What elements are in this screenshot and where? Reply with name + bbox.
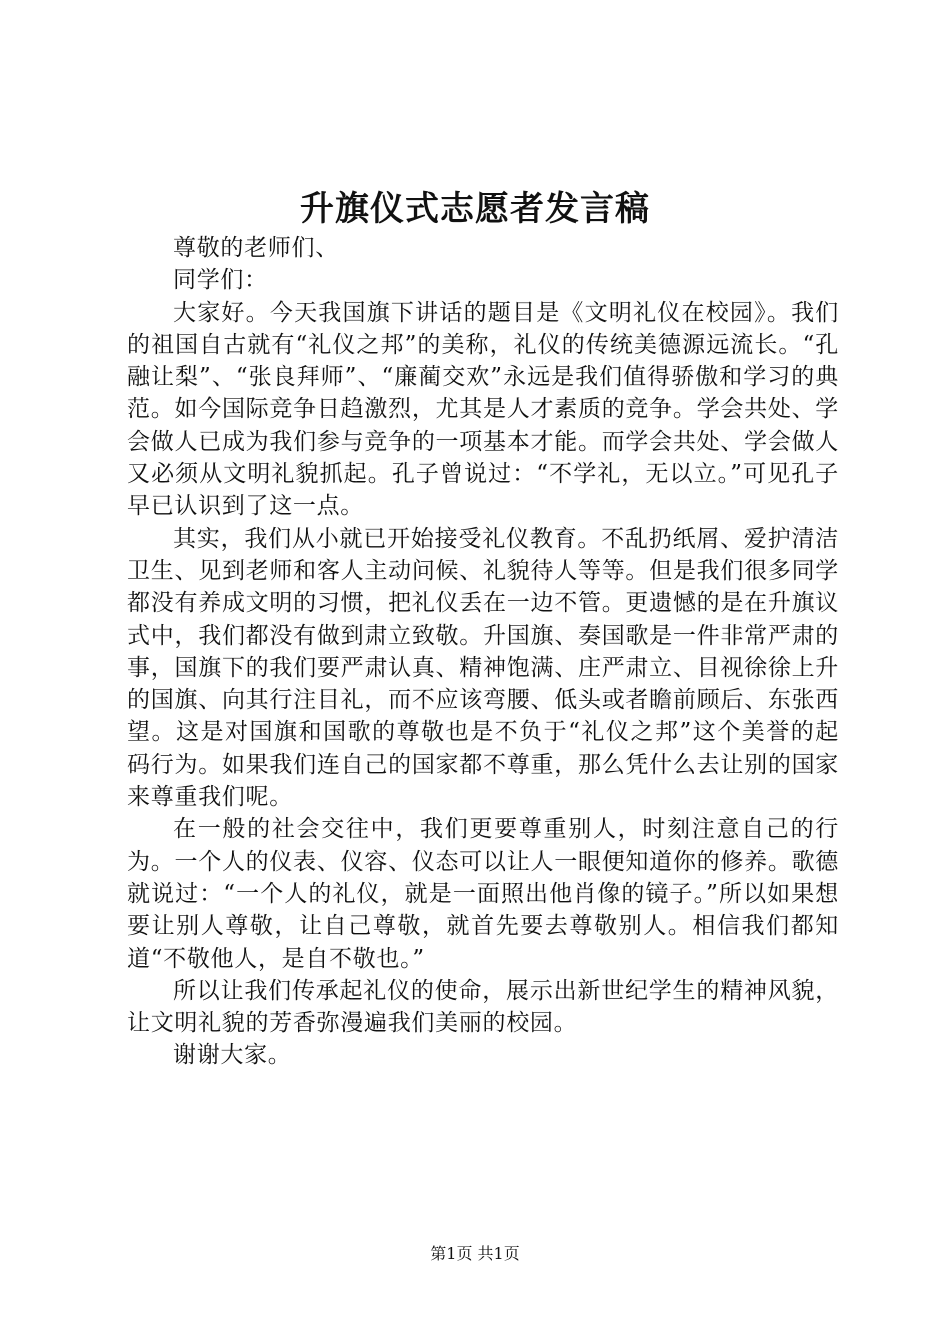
closing-thanks: 谢谢大家。 (173, 1042, 292, 1069)
salutation-students: 同学们： (173, 267, 268, 294)
salutation-teachers: 尊敬的老师们、 (173, 235, 339, 261)
paragraph-flag-ceremony: 其实，我们从小就已开始接受礼仪教育。不乱扔纸屑、爱护清洁卫生、见到老师和客人主动问候、礼貌待人等等。但是我们很多同学都没有养成文明的习惯，把礼仪丢在一边不管。更遗憾的是在升旗议式中，我们都没有做到肃立致敬。升国旗、奏国歌是一件非常严肃的事，国旗下的我们要严肃认真、精神饱满、庄严肃立、目视徐徐上升的国旗、向其行注目礼，而不应该弯腰、低头或者瞻前顾后、东张西望。这是对国旗和国歌的尊敬也是不负于“礼仪之邦”这个美誉的起码行为。如果我们连自己的国家都不尊重，那么凭什么去让别的国家来尊重我们呢。 (127, 525, 839, 811)
document-body (127, 232, 839, 1072)
paragraph-intro: 大家好。今天我国旗下讲话的题目是《文明礼仪在校园》。我们的祖国自古就有“礼仪之邦”的美称，礼仪的传统美德源远流长。“孔融让梨”、“张良拜师”、“廉蔺交欢”永远是我们值得骄傲和学习的典范。如今国际竞争日趋激烈，尤其是人才素质的竞争。学会共处、学会做人已成为我们参与竞争的一项基本才能。而学会共处、学会做人又必须从文明礼貌抓起。孔子曾说过：“不学礼，无以立。”可见孔子早已认识到了这一点。 (127, 299, 839, 520)
paragraph-conclusion: 所以让我们传承起礼仪的使命，展示出新世纪学生的精神风貌，让文明礼貌的芳香弥漫遍我们美丽的校园。 (127, 977, 839, 1037)
page-footer: 第1页 共1页 (430, 1244, 520, 1263)
document-title: 升旗仪式志愿者发言稿 (300, 189, 650, 229)
paragraph-social-manners: 在一般的社会交往中，我们更要尊重别人，时刻注意自己的行为。一个人的仪表、仪容、仪态可以让人一眼便知道你的修养。歌德就说过：“一个人的礼仪，就是一面照出他肖像的镜子。”所以如果想要让别人尊敬，让自己尊敬，就首先要去尊敬别人。相信我们都知道“不敬他人，是自不敬也。” (127, 816, 839, 972)
